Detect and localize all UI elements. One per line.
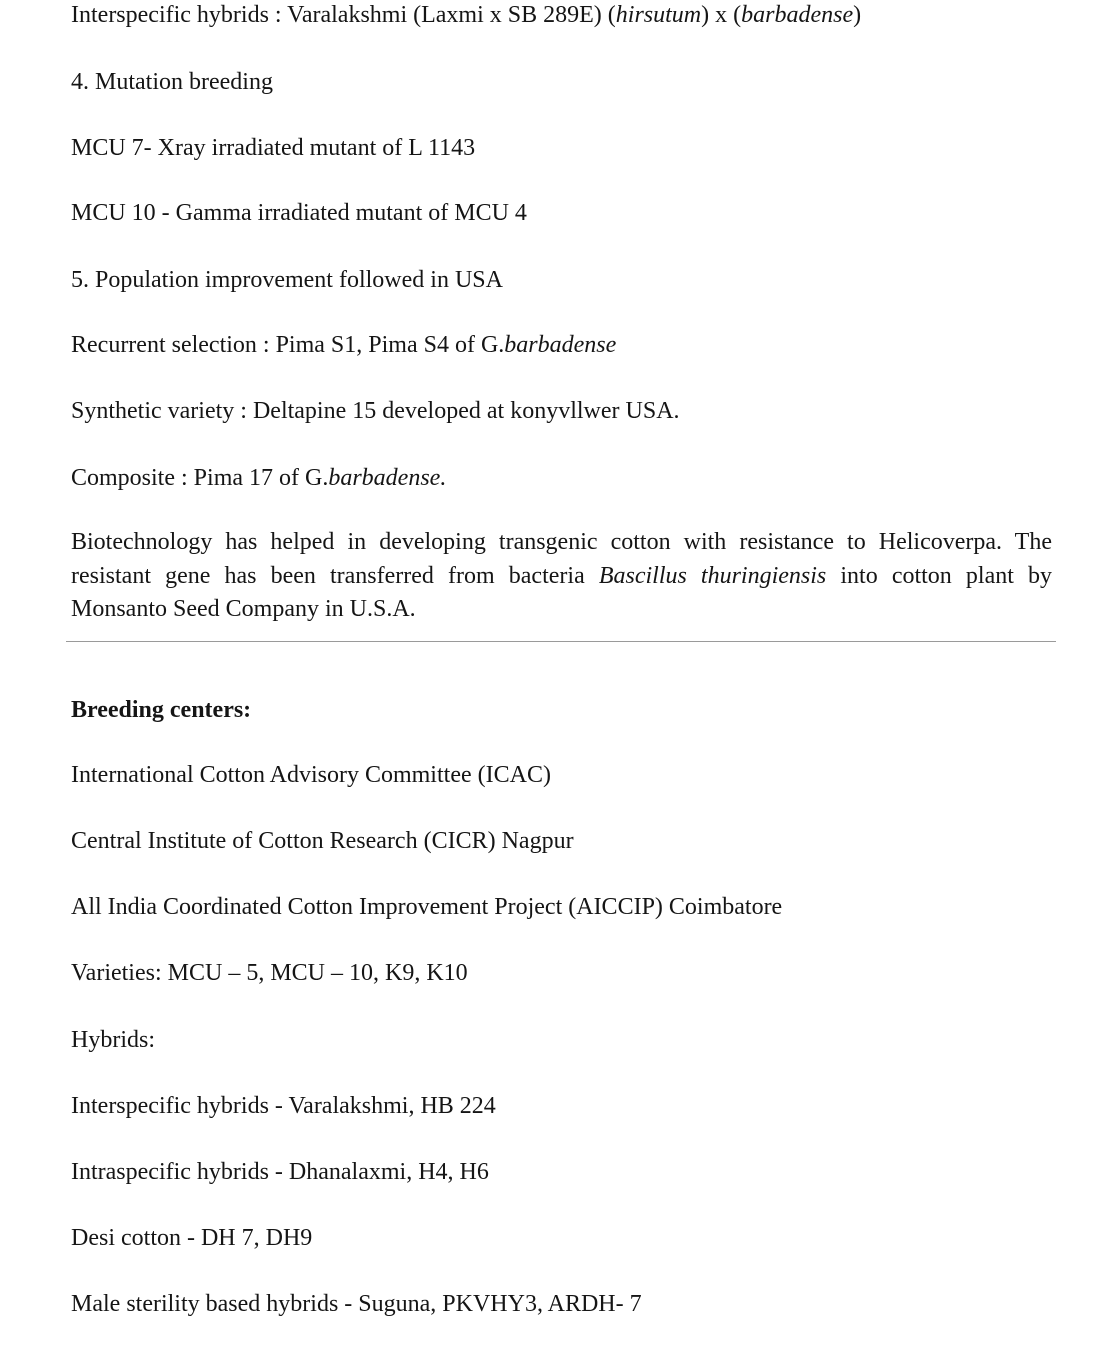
recurrent-text: Recurrent selection : Pima S1, Pima S4 of G.: [71, 332, 505, 358]
interspecific-hybrids-center-line: Interspecific hybrids - Varalakshmi, HB 224: [71, 1093, 496, 1119]
hirsutum-species: hirsutum: [615, 2, 702, 28]
barbadense-species: barbadense.: [328, 465, 447, 491]
male-sterility-hybrids-line: Male sterility based hybrids - Suguna, PKVHY3, ARDH- 7: [71, 1291, 642, 1317]
section-divider: [66, 641, 1056, 642]
intraspecific-hybrids-line: Intraspecific hybrids - Dhanalaxmi, H4, H6: [71, 1159, 489, 1185]
breeding-centers-heading: Breeding centers:: [71, 697, 252, 723]
mcu7-line: MCU 7- Xray irradiated mutant of L 1143: [71, 135, 476, 161]
mutation-breeding-heading: 4. Mutation breeding: [71, 69, 273, 95]
icac-line: International Cotton Advisory Committee (ICAC): [71, 762, 551, 788]
mcu10-line: MCU 10 - Gamma irradiated mutant of MCU 4: [71, 200, 527, 226]
bacteria-species: Bascillus thuringiensis: [598, 562, 827, 589]
hybrids-heading: Hybrids:: [71, 1027, 155, 1053]
synthetic-variety-line: Synthetic variety : Deltapine 15 developed at konyvllwer USA.: [71, 398, 680, 424]
aiccip-line: All India Coordinated Cotton Improvement Project (AICCIP) Coimbatore: [71, 894, 783, 920]
population-improvement-heading: 5. Population improvement followed in USA: [71, 267, 503, 293]
composite-text: Composite : Pima 17 of G.: [71, 465, 329, 491]
interspecific-text: Interspecific hybrids : Varalakshmi (Laxmi x SB 289E) (: [71, 2, 616, 28]
composite-line: [71, 463, 446, 493]
barbadense-species: barbadense: [741, 2, 854, 28]
biotechnology-paragraph: [71, 526, 1052, 627]
interspecific-hybrids-line: [71, 0, 861, 30]
cicr-line: Central Institute of Cotton Research (CICR) Nagpur: [71, 828, 574, 854]
recurrent-selection-line: [71, 330, 616, 360]
closing-paren: ): [853, 2, 862, 28]
cross-text: ) x (: [701, 2, 742, 28]
biotech-text-1: Biotechnology has helped in developing transgenic cotton with resistance to Helicoverpa. The resistant gene has been transferred from bacteria: [71, 529, 1052, 589]
barbadense-species: barbadense: [504, 332, 617, 358]
varieties-line: Varieties: MCU – 5, MCU – 10, K9, K10: [71, 960, 468, 986]
biotech-text-2: into cotton plant by Monsanto Seed Company in U.S.A.: [71, 562, 1053, 622]
desi-cotton-line: Desi cotton - DH 7, DH9: [71, 1225, 313, 1251]
